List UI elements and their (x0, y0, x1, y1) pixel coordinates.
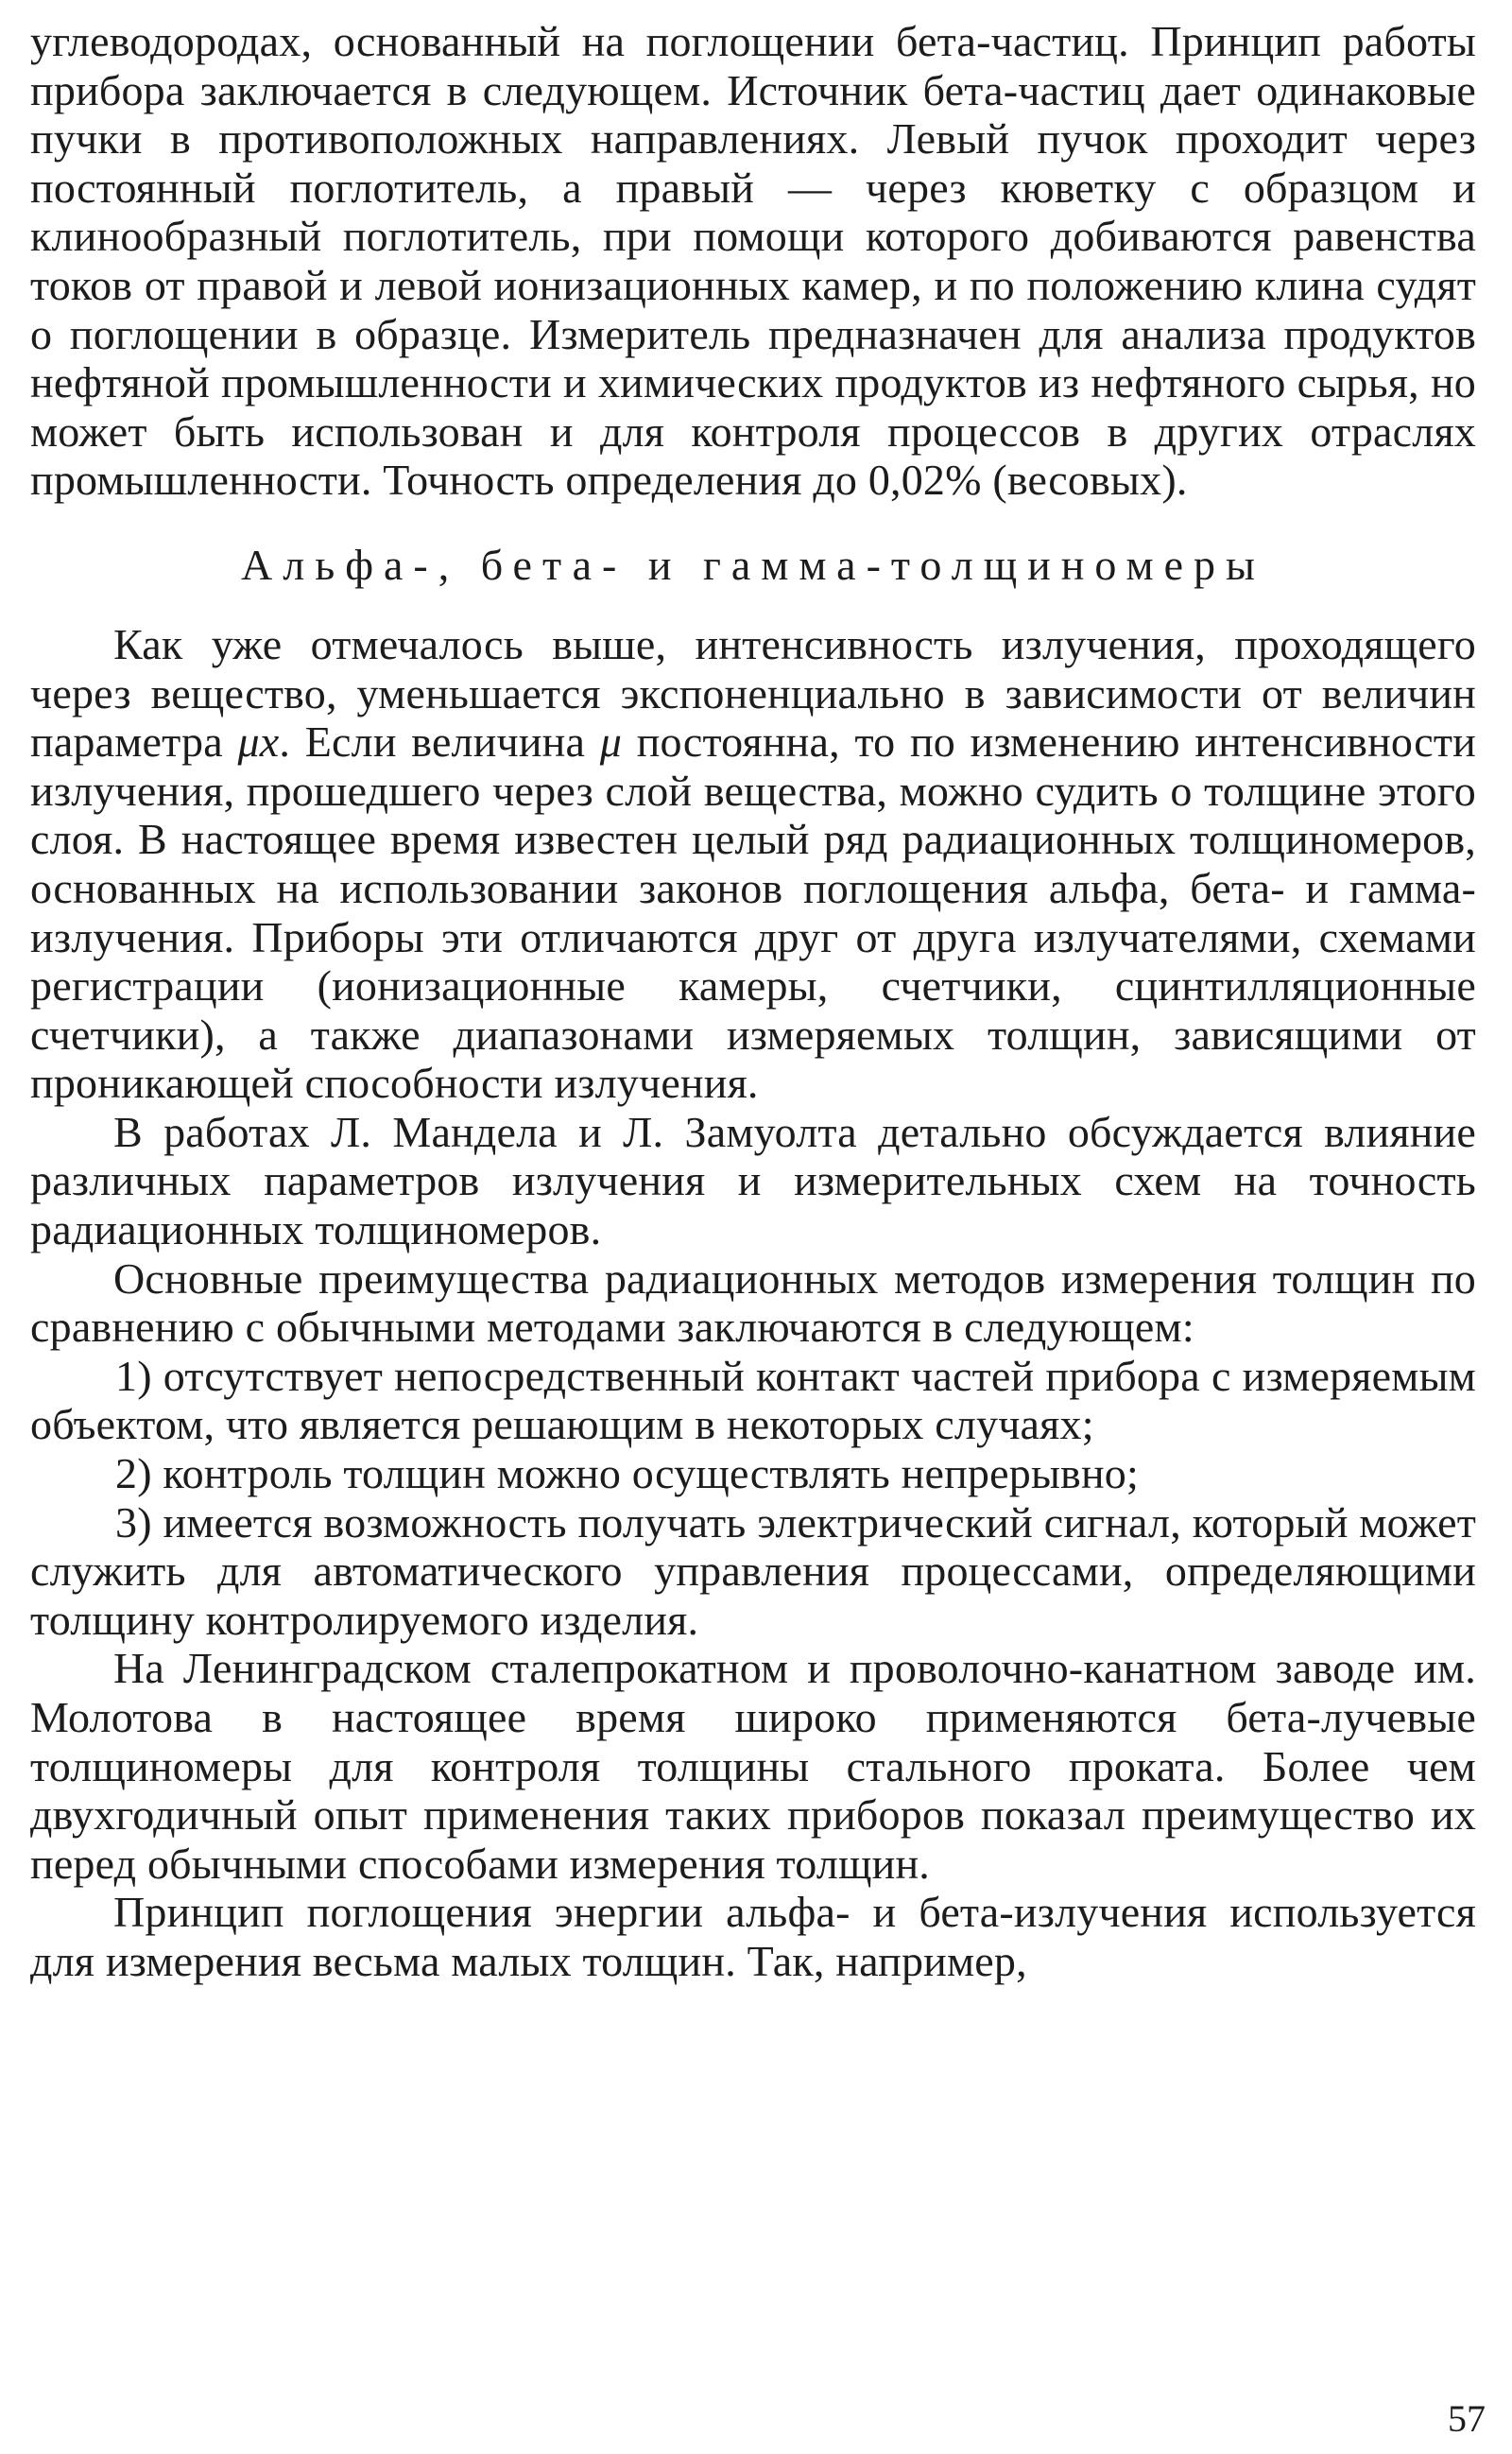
math-symbol-mu-x: μx (237, 717, 280, 767)
paragraph-advantages-intro: Основные преимущества радиационных методов измерения толщин по сравнению с обычными методами заключаются в следующем: (30, 1253, 1476, 1352)
text-column (30, 17, 1476, 1986)
paragraph-leningrad-plant: На Ленинградском сталепрокатном и проволочно-канатном заводе им. Молотова в настоящее время широко применяются бета-лучевые толщиномеры для контроля толщины стального проката. Более чем двухгодичный опыт применения таких приборов показал преимущество их перед обычными способами измерения толщин. (30, 1644, 1476, 1888)
list-item: 3) имеется возможность получать электрический сигнал, который может служить для автоматического управления процессами, определяющими толщину контролируемого изделия. (30, 1497, 1476, 1644)
section-heading: Альфа-, бета- и гамма-толщиномеры (241, 540, 1265, 589)
paragraph-text: . Если величина (279, 717, 600, 767)
math-symbol-mu: μ (599, 717, 623, 767)
list-item: 1) отсутствует непосредственный контакт частей прибора с измеряемым объектом, что является решающим в некоторых случаях; (30, 1351, 1476, 1449)
page-number: 57 (1448, 2397, 1486, 2440)
paragraph-intensity (30, 620, 1476, 1108)
paragraph-references: В работах Л. Мандела и Л. Замуолта детально обсуждается влияние различных параметров излучения и измерительных схем на точность радиационных толщиномеров. (30, 1107, 1476, 1254)
paragraph-text: Как уже отмечалось выше, интенсивность излучения, проходящего через вещество, уменьшается экспоненциально в зависимости от величин параметра (30, 619, 1476, 767)
list-item: 2) контроль толщин можно осуществлять непрерывно; (115, 1449, 1139, 1498)
paragraph-alpha-beta: Принцип поглощения энергии альфа- и бета-излучения используется для измерения весьма малых толщин. Так, например, (30, 1888, 1476, 1985)
paragraph-text: постоянна, то по изменению интенсивности излучения, прошедшего через слой вещества, можно судить о толщине этого слоя. В настоящее время известен целый ряд радиационных толщиномеров, основанных на использовании законов поглощения альфа, бета- и гамма-излучения. Приборы эти отличаются друг от друга излучателями, схемами регистрации (ионизационные камеры, счетчики, сцинтилляционные счетчики), а также диапазонами измеряемых толщин, зависящими от проникающей способности излучения. (30, 717, 1477, 1108)
paragraph-continuation: углеводородах, основанный на поглощении бета-частиц. Принцип работы прибора заключается в следующем. Источник бета-частиц дает одинаковые пучки в противоположных направлениях. Левый пучок проходит через постоянный поглотитель, а правый — через кюветку с образцом и клинообразный поглотитель, при помощи которого добиваются равенства токов от правой и левой ионизационных камер, и по положению клина судят о поглощении в образце. Измеритель предназначен для анализа продуктов нефтяной промышленности и химических продуктов из нефтяного сырья, но может быть использован и для контроля процессов в других отраслях промышленности. Точность определения до 0,02% (весовых). (30, 17, 1476, 505)
